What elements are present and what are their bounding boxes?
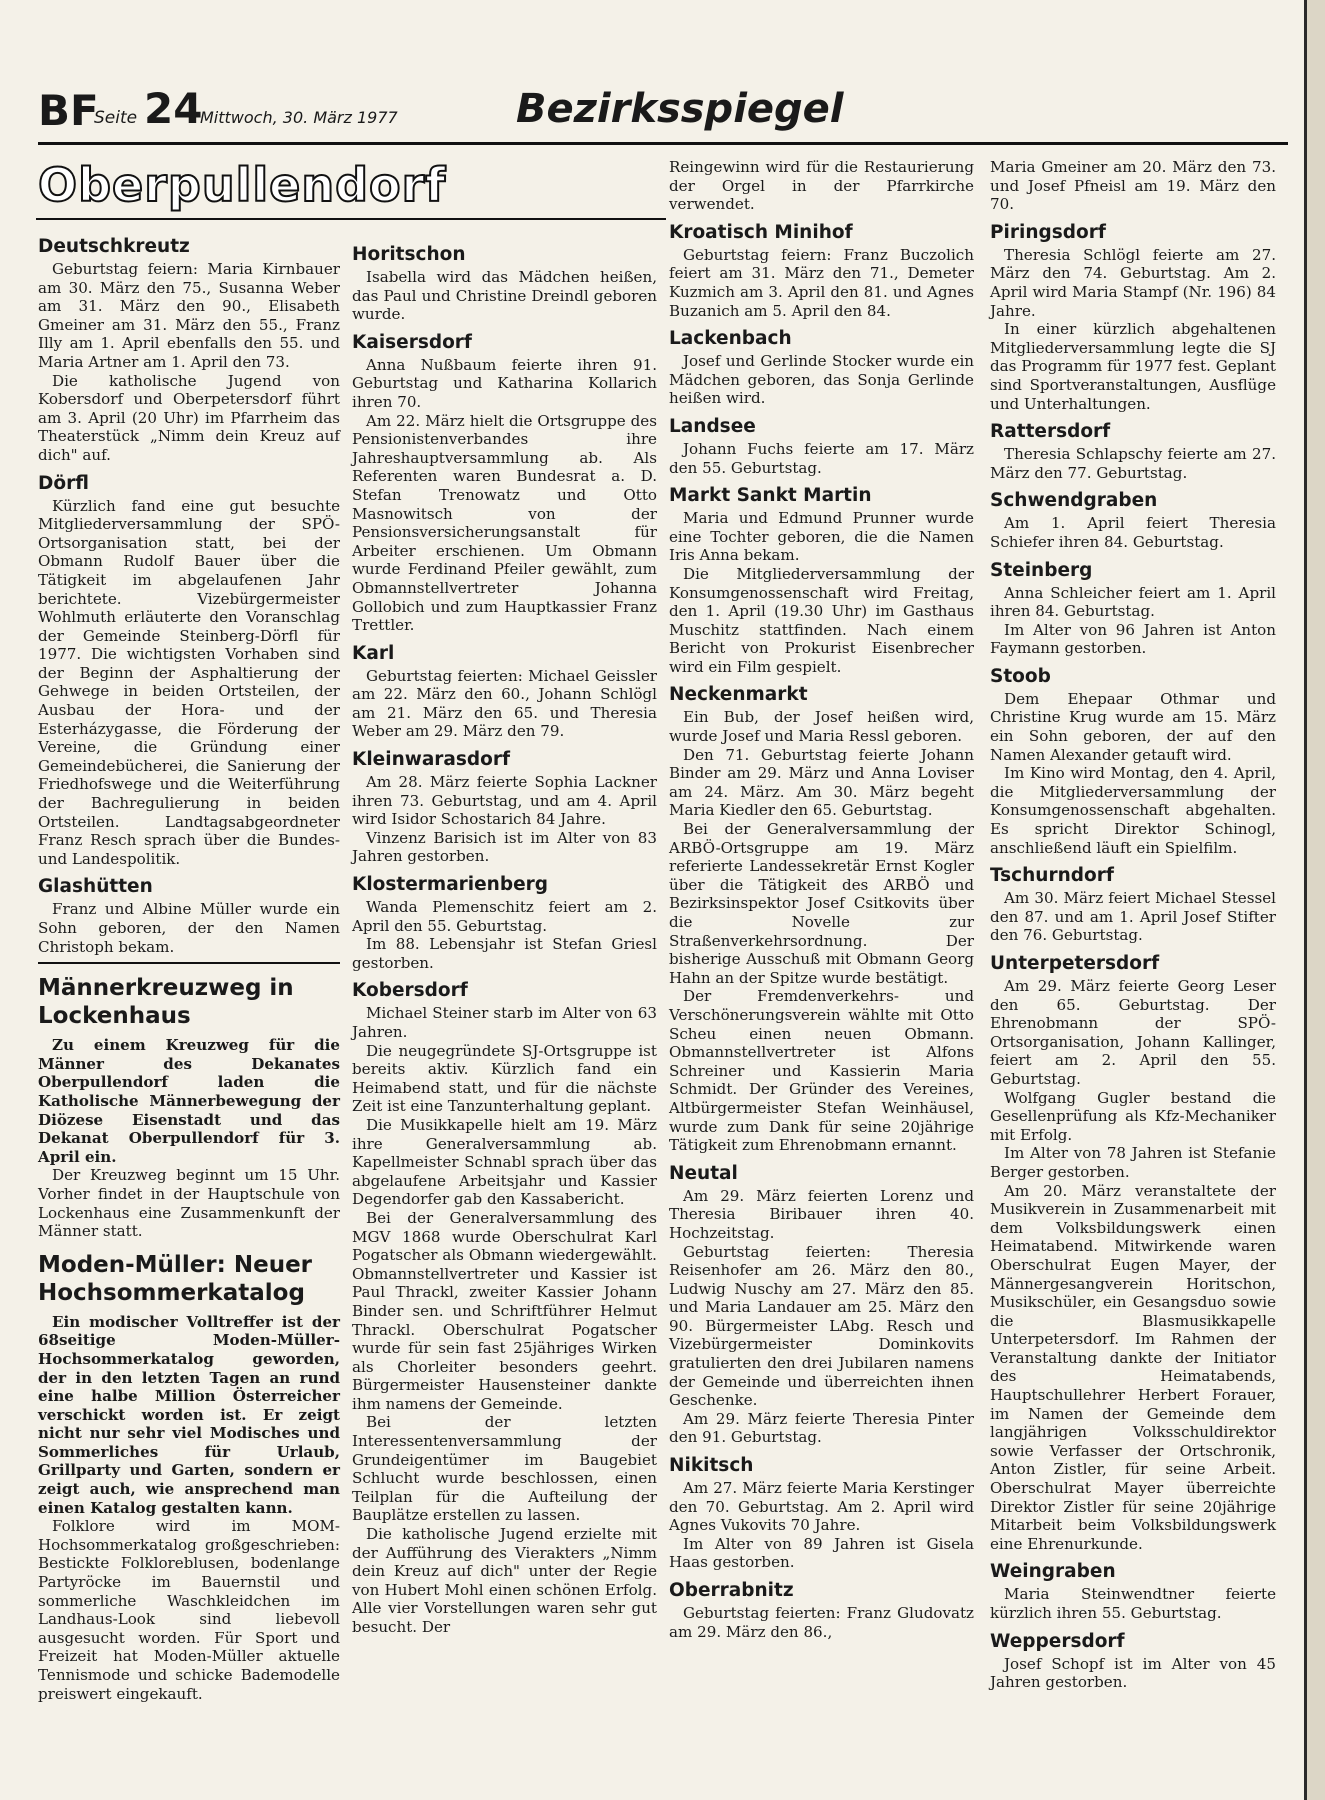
place-heading: Landsee xyxy=(669,415,756,437)
page-number: 24 xyxy=(144,84,203,133)
section-rule xyxy=(38,962,340,964)
news-paragraph: Theresia Schlögl feierte am 27. März den 74. Geburtstag. Am 2. April wird Maria Stampf (Nr. 196) 84 Jahre. xyxy=(990,245,1276,320)
news-paragraph: Theresia Schlapschy feierte am 27. März den 77. Geburtstag. xyxy=(990,445,1276,482)
news-paragraph: Michael Steiner starb im Alter von 63 Jahren. xyxy=(352,1004,657,1041)
news-paragraph: Der Kreuzweg beginnt um 15 Uhr. Vorher findet in der Hauptschule von Lockenhaus eine Zusammenkunft der Männer statt. xyxy=(38,1166,340,1241)
article-lead xyxy=(38,1036,340,1166)
place-heading: Kleinwarasdorf xyxy=(352,749,511,771)
place-heading: Karl xyxy=(352,642,395,664)
place-heading: Deutschkreutz xyxy=(38,236,190,257)
continued-text: Maria Gmeiner am 20. März den 73. und Josef Pfneisl am 19. März den 70. xyxy=(990,158,1276,214)
news-paragraph: Am 27. März feierte Maria Kerstinger den 70. Geburtstag. Am 2. April wird Agnes Vukovits 70 Jahre. xyxy=(669,1479,974,1535)
article-headline: Männerkreuzweg in Lockenhaus xyxy=(38,975,294,1030)
news-paragraph: Geburtstag feiern: Maria Kirnbauer am 30. März den 75., Susanna Weber am 31. März den 90., Elisabeth Gmeiner am 31. März den 55., Franz Illy am 1. April ebenfalls den 55. und Maria Artner am 1. April den 73. xyxy=(38,260,340,371)
news-paragraph: Die neugegründete SJ-Ortsgruppe ist bereits aktiv. Kürzlich fand ein Heimabend statt, und für die nächste Zeit ist eine Tanzunterhaltung geplant. xyxy=(352,1041,657,1116)
news-paragraph: Im Kino wird Montag, den 4. April, die Mitgliederversammlung der Konsumgenossenschaft abgehalten. Es spricht Direktor Schinogl, anschließend läuft ein Spielfilm. xyxy=(990,764,1276,857)
place-heading: Unterpetersdorf xyxy=(990,953,1160,974)
news-paragraph: Im 88. Lebensjahr ist Stefan Griesl gestorben. xyxy=(352,935,657,972)
place-heading: Nikitsch xyxy=(669,1455,754,1477)
news-paragraph: Am 1. April feiert Theresia Schiefer ihren 84. Geburtstag. xyxy=(990,514,1276,551)
news-paragraph: Geburtstag feiern: Franz Buczolich feiert am 31. März den 71., Demeter Kuzmich am 3. April den 81. und Agnes Buzanich am 5. April den 84. xyxy=(669,245,974,320)
news-paragraph: Isabella wird das Mädchen heißen, das Paul und Christine Dreindl geboren wurde. xyxy=(352,268,657,324)
news-paragraph: Johann Fuchs feierte am 17. März den 55. Geburtstag. xyxy=(669,439,974,477)
column-2 xyxy=(352,236,657,1637)
news-paragraph: Geburtstag feierten: Franz Gludovatz am 29. März den 86., xyxy=(669,1604,974,1641)
place-heading: Markt Sankt Martin xyxy=(669,485,872,507)
news-paragraph: Der Fremdenverkehrs- und Verschönerungsverein wählte mit Otto Scheu einen neuen Obmann. Obmannstellvertreter ist Alfons Schreiner und Kassierin Maria Schmidt. Der Gründer des Vereines, Altbürgermeister Stefan Weinhäusel, wurde zum Dank für seine 20jährige Tätigkeit zum Ehrenobmann ernannt. xyxy=(669,987,974,1155)
title-rule xyxy=(36,218,666,220)
news-paragraph: Maria und Edmund Prunner wurde eine Tochter geboren, die die Namen Iris Anna bekam. xyxy=(669,509,974,565)
news-paragraph: Geburtstag feierten: Michael Geissler am 22. März den 60., Johann Schlögl am 21. März den 65. und Theresia Weber am 29. März den 79. xyxy=(352,666,657,741)
place-heading: Lackenbach xyxy=(669,328,792,350)
news-paragraph: Bei der Generalversammlung der ARBÖ-Ortsgruppe am 19. März referierte Landessekretär Ernst Kogler über die Tätigkeit des ARBÖ und Bezirksinspektor Josef Csitkovits über die Novelle zur Straßenverkehrsordnung. Der bisherige Ausschuß mit Obmann Georg Hahn an der Spitze wurde bestätigt. xyxy=(669,820,974,987)
news-paragraph: Am 22. März hielt die Ortsgruppe des Pensionistenverbandes ihre Jahreshauptversammlung ab. Als Referenten waren Bundesrat a. D. Stefan Trenowatz und Otto Masnowitsch von der Pensionsversicherungsanstalt für Arbeiter erschienen. Um Obmann wurde Ferdinand Pfeiler gewählt, zum Obmannstellvertreter Johanna Gollobich und zum Hauptkassier Franz Trettler. xyxy=(352,411,657,635)
article-lead xyxy=(38,1313,340,1518)
news-paragraph: Anna Nußbaum feierte ihren 91. Geburtstag und Katharina Kollarich ihren 70. xyxy=(352,355,657,411)
news-paragraph: Maria Steinwendtner feierte kürzlich ihren 55. Geburtstag. xyxy=(990,1585,1276,1622)
news-paragraph: Bei der letzten Interessentenversammlung der Grundeigentümer im Baugebiet Schlucht wurde beschlossen, einen Teilplan für die Aufteilung der Bauplätze erstellen zu lassen. xyxy=(352,1413,657,1525)
place-heading: Glashütten xyxy=(38,876,153,898)
place-heading: Stoob xyxy=(990,665,1051,687)
section-title: Bezirksspiegel xyxy=(516,86,844,132)
news-paragraph: Anna Schleicher feiert am 1. April ihren 84. Geburtstag. xyxy=(990,583,1276,621)
news-paragraph: Folklore wird im MOM-Hochsommerkatalog großgeschrieben: Bestickte Folkloreblusen, bodenlange Partyröcke im Bauernstil und sommerliche Waschkleidchen im Landhaus-Look sind liebevoll ausgesucht worden. Für Sport und Freizeit hat Moden-Müller aktuelle Tennismode und schicke Bademodelle preiswert eingekauft. xyxy=(38,1517,340,1703)
article-headline: Moden-Müller: Neuer Hochsommerkatalog xyxy=(38,1251,313,1306)
place-heading: Weingraben xyxy=(990,1561,1116,1583)
page-header xyxy=(38,82,1288,145)
place-heading: Weppersdorf xyxy=(990,1630,1125,1652)
place-heading: Kroatisch Minihof xyxy=(669,221,853,243)
news-paragraph: Wanda Plemenschitz feiert am 2. April den 55. Geburtstag. xyxy=(352,898,657,935)
place-heading: Kaisersdorf xyxy=(352,331,472,353)
news-paragraph: Im Alter von 89 Jahren ist Gisela Haas gestorben. xyxy=(669,1534,974,1572)
news-paragraph: Josef und Gerlinde Stocker wurde ein Mädchen geboren, das Sonja Gerlinde heißen wird. xyxy=(669,352,974,408)
news-paragraph: Josef Schopf ist im Alter von 45 Jahren gestorben. xyxy=(990,1654,1276,1692)
place-heading: Horitschon xyxy=(352,244,466,265)
place-heading: Tschurndorf xyxy=(990,865,1114,887)
news-paragraph: Franz und Albine Müller wurde ein Sohn geboren, der den Namen Christoph bekam. xyxy=(38,900,340,956)
place-heading: Klostermarienberg xyxy=(352,874,549,896)
continued-text: Reingewinn wird für die Restaurierung der Orgel in der Pfarrkirche verwendet. xyxy=(669,158,974,214)
place-heading: Dörfl xyxy=(38,472,89,494)
news-paragraph: Im Alter von 78 Jahren ist Stefanie Berger gestorben. xyxy=(990,1144,1276,1181)
place-heading: Oberrabnitz xyxy=(669,1580,794,1601)
news-paragraph: Den 71. Geburtstag feierte Johann Binder am 29. März und Anna Loviser am 24. März. Am 30. März begeht Maria Kiedler den 65. Geburtstag. xyxy=(669,745,974,820)
column-4 xyxy=(990,158,1276,1692)
column-3 xyxy=(669,158,974,1641)
news-paragraph: Bei der Generalversammlung des MGV 1868 wurde Oberschulrat Karl Pogatscher als Obmann wiedergewählt. Obmannstellvertreter und Kassier ist Paul Thrackl, zweiter Kassier Johann Binder sen. und Schriftführer Helmut Thrackl. Oberschulrat Pogatscher wurde für sein fast 25jähriges Wirken als Chorleiter besonders geehrt. Bürgermeister Hausensteiner dankte ihm namens der Gemeinde. xyxy=(352,1208,657,1413)
news-paragraph: Wolfgang Gugler bestand die Gesellenprüfung als Kfz-Mechaniker mit Erfolg. xyxy=(990,1088,1276,1144)
news-paragraph: Am 29. März feierte Georg Leser den 65. Geburtstag. Der Ehrenobmann der SPÖ-Ortsorganisation, Johann Kallinger, feiert am 2. April den 55. Geburtstag. xyxy=(990,977,1276,1088)
column-1 xyxy=(38,228,340,1703)
place-heading: Piringsdorf xyxy=(990,221,1106,243)
district-title: Oberpullendorf xyxy=(38,158,447,212)
news-paragraph: Die katholische Jugend erzielte mit der Aufführung des Vierakters „Nimm dein Kreuz auf dich" unter der Regie von Hubert Mohl einen schönen Erfolg. Alle vier Vorstellungen waren sehr gut besucht. Der xyxy=(352,1525,657,1636)
place-heading: Kobersdorf xyxy=(352,980,468,1002)
place-heading: Neutal xyxy=(669,1162,738,1184)
news-paragraph: In einer kürzlich abgehaltenen Mitgliederversammlung legte die SJ das Programm für 1977 fest. Geplant sind Sportveranstaltungen, Ausflüge und Unterhaltungen. xyxy=(990,320,1276,413)
news-paragraph: Am 28. März feierte Sophia Lackner ihren 73. Geburtstag, und am 4. April wird Isidor Schostarich 84 Jahre. xyxy=(352,773,657,829)
place-heading: Neckenmarkt xyxy=(669,684,808,706)
news-paragraph: Die katholische Jugend von Kobersdorf und Oberpetersdorf führt am 3. April (20 Uhr) im Pfarrheim das Theaterstück „Nimm dein Kreuz auf dich" auf. xyxy=(38,371,340,464)
news-paragraph: Die Mitgliederversammlung der Konsumgenossenschaft wird Freitag, den 1. April (19.30 Uhr) im Gasthaus Muschitz stattfinden. Nach einem Bericht von Prokurist Eisenbrecher wird ein Film gespielt. xyxy=(669,564,974,676)
news-paragraph: Ein Bub, der Josef heißen wird, wurde Josef und Maria Ressl geboren. xyxy=(669,708,974,746)
page-edge xyxy=(1304,0,1325,1800)
news-paragraph: Am 29. März feierte Theresia Pinter den 91. Geburtstag. xyxy=(669,1409,974,1447)
news-paragraph: Am 20. März veranstaltete der Musikverein in Zusammenarbeit mit dem Volksbildungswerk einen Heimatabend. Mitwirkende waren Oberschulrat Eugen Mayer, der Männergesangverein Horitschon, Musikschüler, ein Gesangsduo sowie die Blasmusikkapelle Unterpetersdorf. Im Rahmen der Veranstaltung dankte der Initiator des Heimatabends, Hauptschullehrer Herbert Forauer, im Namen der Gemeinde dem langjährigen Volksschuldirektor sowie Verfasser der Ortschronik, Anton Zistler, für seine Arbeit. Oberschulrat Mayer überreichte Direktor Zistler für seine 20jährige Mitarbeit beim Volksbildungswerk eine Ehrenurkunde. xyxy=(990,1181,1276,1553)
news-paragraph: Geburtstag feierten: Theresia Reisenhofer am 26. März den 80., Ludwig Nuschy am 27. März den 85. und Maria Landauer am 25. März den 90. Bürgermeister LAbg. Resch und Vizebürgermeister Dominkovits gratulierten den drei Jubilaren namens der Gemeinde und überreichten ihnen Geschenke. xyxy=(669,1242,974,1410)
page-label: Seite xyxy=(94,108,138,128)
place-heading: Rattersdorf xyxy=(990,421,1111,443)
lead-paragraph: Ein modischer Volltreffer ist der 68seitige Moden-Müller-Hochsommerkatalog geworden, der in den letzten Tagen an rund eine halbe Million Österreicher verschickt worden ist. Er zeigt nicht nur sehr viel Modisches und Sommerliches für Urlaub, Grillparty und Garten, sondern er zeigt auch, wie ansprechend man einen Katalog gestalten kann. xyxy=(38,1312,340,1517)
news-paragraph: Am 30. März feiert Michael Stessel den 87. und am 1. April Josef Stifter den 76. Geburtstag. xyxy=(990,889,1276,945)
newspaper-logo: BF xyxy=(38,86,99,135)
issue-date: Mittwoch, 30. März 1977 xyxy=(200,108,398,127)
news-paragraph: Die Musikkapelle hielt am 19. März ihre Generalversammlung ab. Kapellmeister Schnabl sprach über das abgelaufene Arbeitsjahr und Kassier Degendorfer gab den Kassabericht. xyxy=(352,1115,657,1209)
news-paragraph: Im Alter von 96 Jahren ist Anton Faymann gestorben. xyxy=(990,620,1276,658)
lead-paragraph: Zu einem Kreuzweg für die Männer des Dekanates Oberpullendorf laden die Katholische Männerbewegung der Diözese Eisenstadt und das Dekanat Oberpullendorf für 3. April ein. xyxy=(38,1036,340,1166)
news-paragraph: Am 29. März feierten Lorenz und Theresia Biribauer ihren 40. Hochzeitstag. xyxy=(669,1186,974,1242)
place-heading: Steinberg xyxy=(990,559,1093,581)
news-paragraph: Vinzenz Barisich ist im Alter von 83 Jahren gestorben. xyxy=(352,828,657,866)
news-paragraph: Kürzlich fand eine gut besuchte Mitgliederversammlung der SPÖ-Ortsorganisation statt, bei der Obmann Rudolf Bauer über die Tätigkeit im abgelaufenen Jahr berichtete. Vizebürgermeister Wohlmuth erläuterte den Voranschlag der Gemeinde Steinberg-Dörfl für 1977. Die wichtigsten Vorhaben sind der Beginn der Asphaltierung der Gehwege in beiden Ortsteilen, der Ausbau der Hora- und der Esterházygasse, die Förderung der Vereine, die Gründung einer Gemeindebücherei, die Sanierung der Friedhofswege und die Weiterführung der Bachregulierung in beiden Ortsteilen. Landtagsabgeordneter Franz Resch sprach über die Bundes- und Landespolitik. xyxy=(38,496,340,868)
place-heading: Schwendgraben xyxy=(990,490,1158,512)
news-paragraph: Dem Ehepaar Othmar und Christine Krug wurde am 15. März ein Sohn geboren, der auf den Namen Alexander getauft wird. xyxy=(990,689,1276,764)
